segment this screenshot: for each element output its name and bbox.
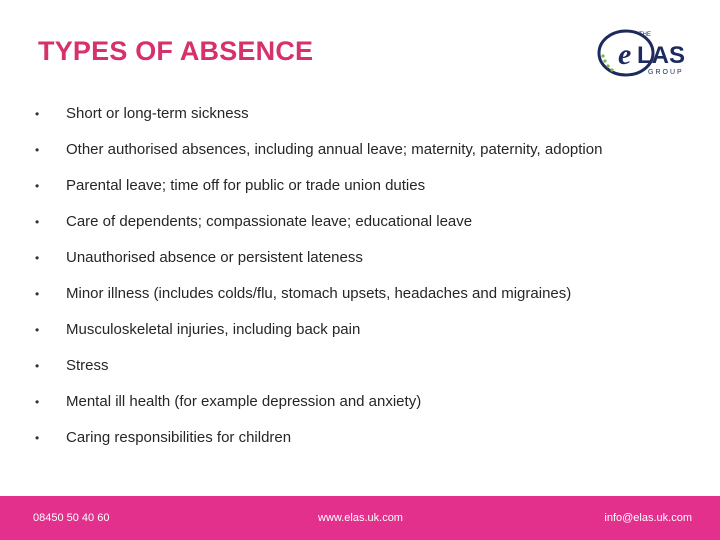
page-title: TYPES OF ABSENCE [38,36,314,66]
absence-type-list [0,96,720,456]
list-item-text: Short or long-term sickness [66,105,249,122]
list-item [0,96,720,132]
list-item [0,348,720,384]
list-item-text: Caring responsibilities for children [66,429,292,446]
list-item-text: Parental leave; time off for public or trade union duties [66,177,426,194]
list-item-text: Musculoskeletal injuries, including back pain [66,321,361,338]
footer-email-link[interactable]: info@elas.uk.com [604,512,692,524]
list-item-text: Other authorised absences, including annual leave; maternity, paternity, adoption [66,141,603,158]
list-item [0,240,720,276]
list-item [0,384,720,420]
footer-website-link[interactable]: www.elas.uk.com [318,512,403,524]
list-item-text: Stress [66,357,109,374]
list-item-text: Care of dependents; compassionate leave; educational leave [66,213,473,230]
list-item-text: Mental ill health (for example depression and anxiety) [66,393,422,410]
svg-text:e: e [618,38,632,71]
list-item [0,204,720,240]
bullet-icon: • [35,215,40,229]
svg-text:LAS: LAS [637,42,685,69]
bullet-icon: • [35,323,40,337]
bullet-icon: • [35,431,40,445]
footer-bar [0,496,720,540]
elas-group-logo [596,26,700,80]
svg-text:GROUP: GROUP [648,69,684,76]
bullet-icon: • [35,287,40,301]
list-item [0,132,720,168]
footer-phone: 08450 50 40 60 [33,512,110,524]
list-item [0,420,720,456]
bullet-icon: • [35,359,40,373]
bullet-icon: • [35,143,40,157]
list-item [0,312,720,348]
bullet-icon: • [35,395,40,409]
bullet-icon: • [35,107,40,121]
bullet-icon: • [35,251,40,265]
list-item-text: Minor illness (includes colds/flu, stomach upsets, headaches and migraines) [66,285,572,302]
svg-text:THE: THE [639,32,651,38]
list-item-text: Unauthorised absence or persistent lateness [66,249,363,266]
list-item [0,168,720,204]
list-item [0,276,720,312]
bullet-icon: • [35,179,40,193]
